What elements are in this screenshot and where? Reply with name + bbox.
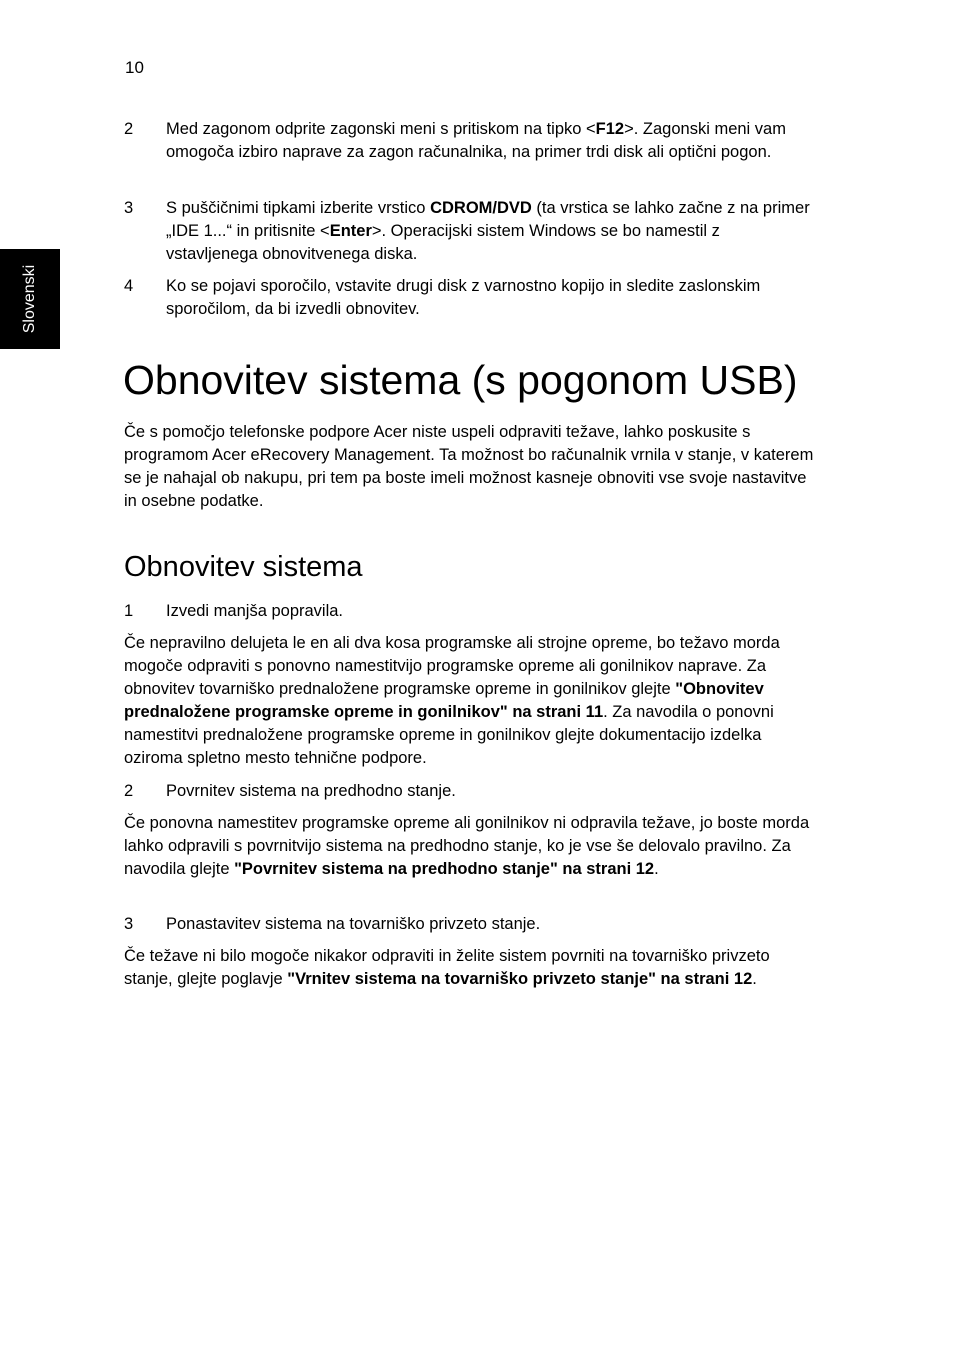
text-run: Če s pomočjo telefonske podpore Acer niste uspeli odpraviti težave, lahko poskusite s programom Acer eRecovery Management. Ta možnost bo računalnik vrnila v stanje, v katerem se je nahajal ob nakupu, pri tem pa boste imeli možnost kasneje obnoviti vse svoje nastavitve in osebne podatke. [124,423,814,510]
step-item-2 [124,118,814,164]
text-run: S puščičnimi tipkami izberite vrstico [166,199,431,217]
step-number: 2 [124,120,134,138]
text-run: >. Zagonski meni vam omogoča izbiro naprave za zagon računalnika, na primer trdi disk ali optični pogon. [166,120,786,161]
bold-text: CDROM/DVD [430,199,532,217]
step-number: 4 [124,277,134,295]
option-number: 1 [124,602,134,620]
option-label: Izvedi manjša popravila. [166,602,344,620]
subsection-heading: Obnovitev sistema [124,551,363,583]
option-label: Povrnitev sistema na predhodno stanje. [166,782,456,800]
option-description-1 [124,632,814,770]
text-run: . [654,860,659,878]
option-label: Ponastavitev sistema na tovarniško privzeto stanje. [166,915,541,933]
option-item-3 [124,913,814,936]
text-run: Med zagonom odprite zagonski meni s pritiskom na tipko < [166,120,596,138]
text-run: (ta vrstica se lahko začne z na primer „IDE 1...“ in pritisnite < [166,199,810,240]
option-description-3 [124,945,814,991]
option-item-1 [124,600,814,623]
text-run: Če ponovna namestitev programske opreme ali gonilnikov ni odpravila težave, jo boste morda lahko odpravili s povrnitvijo sistema na predhodno stanje, ko je vse še delovalo pravilno. Za navodila glejte [124,814,810,878]
bold-text: "Povrnitev sistema na predhodno stanje" na strani 12 [234,860,655,878]
bold-text: F12 [595,120,625,138]
text-run: Če težave ni bilo mogoče nikakor odpraviti in želite sistem povrniti na tovarniško privzeto stanje, glejte poglavje [124,947,770,988]
language-side-tab [0,249,60,349]
option-item-2 [124,780,814,803]
bold-text: Enter [329,222,372,240]
step-item-3 [124,197,814,266]
section-heading: Obnovitev sistema (s pogonom USB) [123,357,798,403]
step-number: 3 [124,199,134,217]
text-run: . [752,970,757,988]
option-number: 2 [124,782,134,800]
option-description-2 [124,812,814,881]
page-number: 10 [125,58,144,77]
text-run: Če nepravilno delujeta le en ali dva kosa programske ali strojne opreme, bo težavo morda mogoče odpraviti s ponovno namestitvijo programske opreme ali gonilnikov naprave. Za obnovitev tovarniško prednaložene programske opreme in gonilnikov glejte [124,634,780,698]
language-side-tab-label: Slovenski [21,264,38,334]
bold-text: "Obnovitev prednaložene programske opreme in gonilnikov" na strani 11 [124,680,764,721]
text-run: >. Operacijski sistem Windows se bo namestil z vstavljenega obnovitvenega diska. [166,222,720,263]
step-text [166,118,814,164]
step-item-4 [124,275,814,321]
option-number: 3 [124,915,134,933]
step-text [166,275,814,321]
step-text [166,197,814,266]
text-run: Ko se pojavi sporočilo, vstavite drugi disk z varnostno kopijo in sledite zaslonskim sporočilom, da bi izvedli obnovitev. [166,277,761,318]
bold-text: "Vrnitev sistema na tovarniško privzeto stanje" na strani 12 [287,970,753,988]
intro-paragraph [124,421,814,513]
text-run: . Za navodila o ponovni namestitvi prednaložene programske opreme in gonilnikov glejte dokumentacijo izdelka oziroma spletno mesto tehnične podpore. [124,703,774,767]
